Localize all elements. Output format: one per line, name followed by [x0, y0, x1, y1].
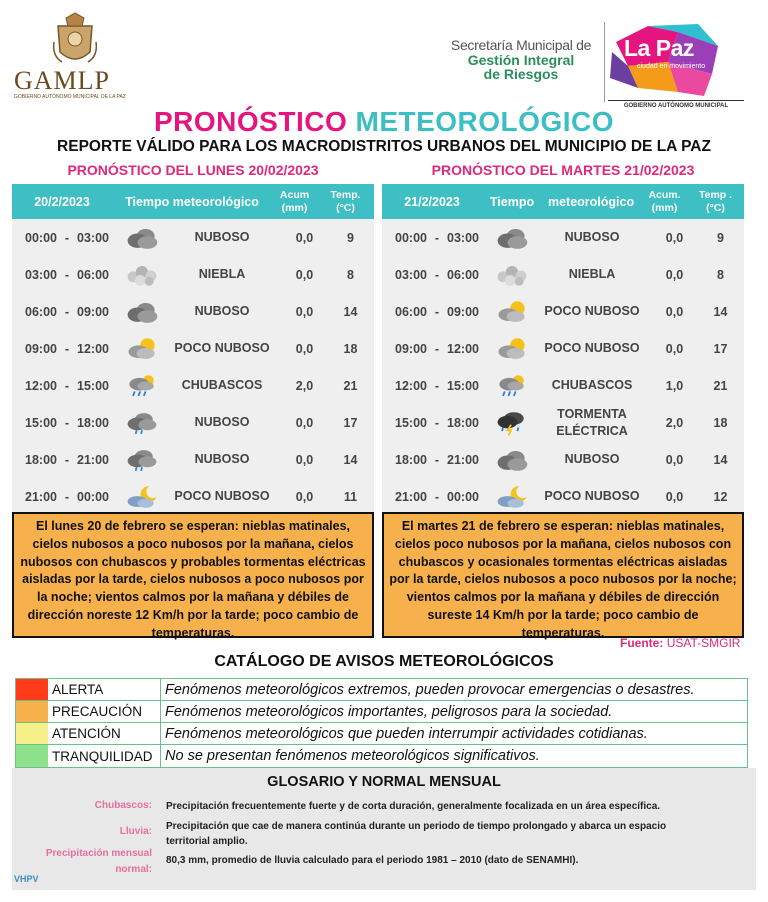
time-start: 00:00	[395, 230, 427, 245]
condition-label: NUBOSO	[194, 415, 250, 430]
forecast-row	[12, 219, 374, 256]
time-end: 03:00	[447, 230, 479, 245]
time-end: 21:00	[77, 452, 109, 467]
forecast-table	[12, 184, 374, 512]
temp-value: 12	[713, 489, 728, 504]
condition-label: CHUBASCOS	[181, 378, 263, 393]
time-dash: -	[64, 452, 70, 467]
catalog-level-name: ALERTA	[48, 679, 161, 700]
time-start: 03:00	[395, 267, 427, 282]
condition-label: NIEBLA	[568, 267, 616, 282]
precip-value: 0,0	[665, 304, 684, 319]
col-date: 20/2/2023	[34, 194, 90, 209]
time-dash: -	[434, 452, 440, 467]
catalog-level-name: ATENCIÓN	[48, 723, 161, 744]
col-acum-line-1: Acum.	[648, 189, 681, 202]
forecast-day-1	[12, 156, 374, 512]
temp-value: 9	[347, 230, 354, 245]
cloudy-icon	[492, 223, 532, 253]
forecast-row	[382, 441, 744, 478]
temp-value: 9	[717, 230, 724, 245]
catalog-swatch	[16, 723, 48, 744]
time-end: 18:00	[77, 415, 109, 430]
precip-value: 2,0	[295, 378, 314, 393]
precip-value: 0,0	[295, 230, 314, 245]
condition-label: NUBOSO	[194, 230, 250, 245]
precip-value: 0,0	[665, 452, 684, 467]
time-start: 12:00	[395, 378, 427, 393]
time-end: 09:00	[447, 304, 479, 319]
catalog-swatch	[16, 701, 48, 722]
time-dash: -	[64, 489, 70, 504]
time-end: 15:00	[447, 378, 479, 393]
fog-icon	[122, 260, 162, 290]
glossary	[12, 768, 756, 890]
forecast-heading: PRONÓSTICO DEL MARTES 21/02/2023	[431, 162, 695, 178]
precip-value: 0,0	[295, 304, 314, 319]
rain-cloud-icon	[122, 408, 162, 438]
temp-value: 21	[343, 378, 358, 393]
page-subtitle: REPORTE VÁLIDO PARA LOS MACRODISTRITOS URBANOS DEL MUNICIPIO DE LA PAZ	[57, 138, 711, 155]
col-temp-line-2: (°C)	[336, 201, 355, 214]
table-header	[12, 184, 374, 219]
time-dash: -	[434, 267, 440, 282]
catalog-swatch	[16, 679, 48, 700]
cloudy-icon	[122, 297, 162, 327]
gamlp-logo-text: GAMLP	[14, 66, 111, 95]
precip-value: 0,0	[665, 489, 684, 504]
condition-label: NUBOSO	[564, 230, 620, 245]
precip-value: 2,0	[665, 415, 684, 430]
catalog-row-tranquilidad	[16, 745, 747, 767]
col-tiempo: Tiempo meteorológico	[125, 194, 259, 209]
lapaz-gov-label: GOBIERNO AUTÓNOMO MUNICIPAL	[608, 100, 744, 109]
glossary-term-chubascos: Chubascos:	[94, 800, 152, 811]
fog-icon	[492, 260, 532, 290]
smgir-logo	[446, 38, 596, 82]
time-dash: -	[434, 415, 440, 430]
time-start: 21:00	[395, 489, 427, 504]
glossary-term-normal: Precipitación mensual normal:	[45, 848, 152, 875]
temp-value: 21	[713, 378, 728, 393]
precip-value: 0,0	[295, 267, 314, 282]
forecast-row	[382, 404, 744, 441]
col-acum	[642, 189, 687, 213]
forecast-row	[382, 293, 744, 330]
precip-value: 1,0	[665, 378, 684, 393]
col-temp-line-1: Temp.	[330, 189, 361, 202]
condition-label: POCO NUBOSO	[544, 341, 640, 356]
smgir-line-1: Secretaría Municipal de	[450, 37, 592, 53]
temp-value: 8	[717, 267, 724, 282]
precip-value: 0,0	[295, 489, 314, 504]
forecast-description-day-1: El lunes 20 de febrero se esperan: nieblas matinales, cielos nubosos a poco nubosos por la mañana, cielos nubosos con chubascos y probables tormentas eléctricas aisladas por la tarde, cielos nubosos a poco nubosos por la noche; vientos calmos por la mañana y débiles de dirección noreste 12 Km/h por la tarde; poco cambio de temperaturas.	[12, 512, 374, 638]
temp-value: 18	[713, 415, 728, 430]
time-dash: -	[64, 415, 70, 430]
thunderstorm-icon	[492, 408, 532, 438]
glossary-def-normal: 80,3 mm, promedio de lluvia calculado para el periodo 1981 – 2010 (dato de SENAMHI).	[166, 855, 579, 866]
time-dash: -	[64, 378, 70, 393]
title-part-2: METEOROLÓGICO	[355, 106, 614, 137]
time-end: 09:00	[77, 304, 109, 319]
forecast-row	[12, 478, 374, 515]
lapaz-logo-tagline: ciudad en movimiento	[637, 63, 706, 70]
showers-icon	[492, 371, 532, 401]
time-end: 00:00	[447, 489, 479, 504]
col-acum-line-2: (mm)	[651, 201, 678, 214]
night-partly-cloudy-icon	[122, 482, 162, 512]
precip-value: 0,0	[295, 415, 314, 430]
table-header	[382, 184, 744, 219]
rain-cloud-icon	[122, 445, 162, 475]
precip-value: 0,0	[295, 452, 314, 467]
time-dash: -	[434, 230, 440, 245]
time-start: 18:00	[25, 452, 57, 467]
col-acum-line-2: (mm)	[281, 201, 308, 214]
time-start: 18:00	[395, 452, 427, 467]
temp-value: 14	[713, 304, 728, 319]
catalog-level-desc: Fenómenos meteorológicos que pueden interrumpir actividades cotidianas.	[165, 725, 648, 742]
time-dash: -	[434, 489, 440, 504]
catalog-level-desc: No se presentan fenómenos meteorológicos significativos.	[165, 748, 540, 764]
temp-value: 17	[713, 341, 728, 356]
catalog-level-desc: Fenómenos meteorológicos extremos, pueden provocar emergencias o desastres.	[165, 681, 695, 698]
col-temp	[317, 189, 374, 213]
smgir-line-3: de Riesgos	[483, 66, 559, 83]
col-temp-line-1: Temp .	[698, 189, 733, 202]
forecast-row	[12, 367, 374, 404]
time-dash: -	[64, 230, 70, 245]
forecast-rows	[12, 219, 374, 515]
catalog-row-atencion	[16, 723, 747, 745]
forecast-day-2	[382, 156, 744, 512]
gamlp-seal-icon	[52, 12, 98, 68]
temp-value: 14	[343, 304, 358, 319]
time-end: 00:00	[77, 489, 109, 504]
time-dash: -	[64, 341, 70, 356]
col-acum-line-1: Acum	[279, 189, 310, 202]
time-start: 12:00	[25, 378, 57, 393]
night-partly-cloudy-icon	[492, 482, 532, 512]
time-end: 06:00	[77, 267, 109, 282]
time-start: 21:00	[25, 489, 57, 504]
cloudy-icon	[492, 445, 532, 475]
precip-value: 0,0	[665, 230, 684, 245]
source-label: Fuente:	[620, 636, 664, 650]
temp-value: 14	[343, 452, 358, 467]
time-start: 09:00	[25, 341, 57, 356]
forecast-row	[382, 367, 744, 404]
condition-label: POCO NUBOSO	[544, 489, 640, 504]
time-start: 06:00	[395, 304, 427, 319]
temp-value: 8	[347, 267, 354, 282]
forecast-table	[382, 184, 744, 512]
time-start: 00:00	[25, 230, 57, 245]
glossary-term-lluvia: Lluvia:	[119, 826, 152, 837]
time-dash: -	[64, 267, 70, 282]
condition-label: POCO NUBOSO	[174, 341, 270, 356]
page-title	[0, 106, 768, 138]
partly-cloudy-icon	[492, 297, 532, 327]
footer-code: VHPV	[14, 874, 39, 884]
forecast-description-day-2: El martes 21 de febrero se esperan: nieblas matinales, cielos poco nubosos por la mañana, cielos nubosos con chubascos y ocasionales tormentas eléctricas aisladas por la tarde, cielos nubosos a poco nubosos por la noche; vientos calmos por la mañana y débiles de dirección sureste 14 Km/h por la tarde; poco cambio de temperaturas.	[382, 512, 744, 638]
time-start: 03:00	[25, 267, 57, 282]
forecast-row	[382, 330, 744, 367]
catalog-table	[15, 678, 748, 768]
condition-label: POCO NUBOSO	[174, 489, 270, 504]
glossary-def-lluvia: Precipitación que cae de manera continúa durante un periodo de tiempo prolongado y abarca un espacio territorial amplio.	[166, 821, 667, 847]
forecast-row	[382, 478, 744, 515]
forecast-rows	[382, 219, 744, 515]
time-end: 18:00	[447, 415, 479, 430]
partly-cloudy-icon	[122, 334, 162, 364]
showers-icon	[122, 371, 162, 401]
title-part-1: PRONÓSTICO	[153, 106, 348, 137]
smgir-line-2: Gestión Integral	[467, 51, 575, 68]
catalog-level-name: TRANQUILIDAD	[48, 745, 161, 767]
source-note	[620, 636, 740, 650]
time-end: 15:00	[77, 378, 109, 393]
time-end: 03:00	[77, 230, 109, 245]
time-dash: -	[434, 341, 440, 356]
time-dash: -	[64, 304, 70, 319]
condition-label: CHUBASCOS	[551, 378, 633, 393]
partly-cloudy-icon	[492, 334, 532, 364]
catalog-row-alerta	[16, 679, 747, 701]
condition-label: NUBOSO	[194, 452, 250, 467]
catalog-row-precaucion	[16, 701, 747, 723]
time-end: 21:00	[447, 452, 479, 467]
time-dash: -	[434, 378, 440, 393]
temp-value: 14	[713, 452, 728, 467]
precip-value: 0,0	[665, 341, 684, 356]
catalog-level-desc: Fenómenos meteorológicos importantes, peligrosos para la sociedad.	[165, 703, 613, 720]
header-divider	[604, 22, 605, 102]
time-dash: -	[434, 304, 440, 319]
col-acum	[272, 189, 317, 213]
temp-value: 17	[343, 415, 358, 430]
forecast-row	[382, 219, 744, 256]
col-temp	[687, 189, 744, 213]
time-end: 12:00	[77, 341, 109, 356]
time-end: 06:00	[447, 267, 479, 282]
catalog-swatch	[16, 745, 48, 767]
col-temp-line-2: (°C)	[706, 201, 725, 214]
source-value: USAT-SMGIR	[666, 636, 741, 650]
lapaz-logo-name: La Paz	[624, 35, 694, 61]
header	[12, 8, 756, 112]
glossary-title: GLOSARIO Y NORMAL MENSUAL	[267, 774, 501, 790]
condition-label: POCO NUBOSO	[544, 304, 640, 319]
forecast-heading: PRONÓSTICO DEL LUNES 20/02/2023	[67, 162, 319, 178]
time-end: 12:00	[447, 341, 479, 356]
condition-label: TORMENTA ELÉCTRICA	[556, 407, 628, 438]
forecast-row	[12, 330, 374, 367]
temp-value: 18	[343, 341, 358, 356]
col-tiempo: Tiempo meteorológico	[489, 194, 635, 209]
col-date: 21/2/2023	[404, 194, 460, 209]
temp-value: 11	[343, 489, 358, 504]
time-start: 09:00	[395, 341, 427, 356]
gamlp-subtitle: GOBIERNO AUTÓNOMO MUNICIPAL DE LA PAZ	[14, 94, 126, 100]
forecast-row	[12, 256, 374, 293]
time-start: 15:00	[395, 415, 427, 430]
time-start: 15:00	[25, 415, 57, 430]
precip-value: 0,0	[665, 267, 684, 282]
cloudy-icon	[122, 223, 162, 253]
forecast-row	[12, 404, 374, 441]
glossary-def-chubascos: Precipitación frecuentemente fuerte y de corta duración, generalmente focalizada en un área específica.	[166, 801, 661, 812]
precip-value: 0,0	[295, 341, 314, 356]
condition-label: NUBOSO	[564, 452, 620, 467]
forecast-row	[12, 441, 374, 478]
forecast-row	[12, 293, 374, 330]
condition-label: NUBOSO	[194, 304, 250, 319]
catalog-level-name: PRECAUCIÓN	[48, 701, 161, 722]
condition-label: NIEBLA	[198, 267, 246, 282]
time-start: 06:00	[25, 304, 57, 319]
catalog-title: CATÁLOGO DE AVISOS METEOROLÓGICOS	[214, 653, 554, 670]
forecast-row	[382, 256, 744, 293]
